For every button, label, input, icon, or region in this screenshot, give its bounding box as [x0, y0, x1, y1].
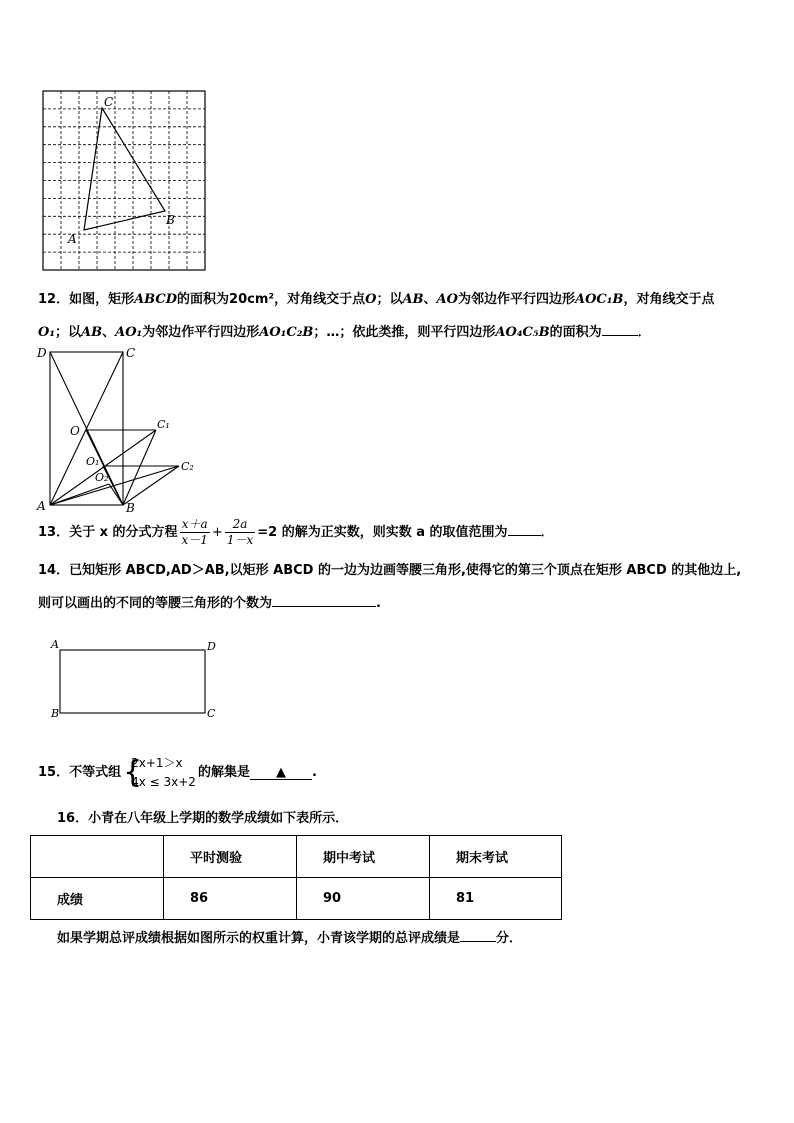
q12-text: 12．如图，矩形	[38, 292, 135, 307]
q12-ab: AB	[81, 325, 103, 340]
table-header-cell	[31, 836, 164, 878]
q12-text: ，对角线交于点	[274, 292, 366, 307]
q12-o: O	[365, 292, 377, 307]
label-D: D	[207, 640, 216, 653]
label-O: O	[70, 424, 80, 438]
label-A: A	[68, 232, 77, 246]
answer-blank[interactable]	[602, 322, 638, 336]
q13-text: 13．关于 x 的分式方程	[38, 525, 178, 540]
label-B: B	[51, 707, 60, 720]
answer-blank[interactable]	[508, 522, 541, 536]
q16-text: 如果学期总评成绩根据如图所示的权重计算，小青该学期的总评成绩是	[57, 931, 461, 946]
q12-ao1c2b: AO₁C₂B	[259, 325, 314, 340]
question-13	[38, 516, 554, 550]
table-header-cell: 期中考试	[297, 836, 430, 878]
inequality-1: 2x+1＞x	[131, 755, 183, 770]
q13-text: =2 的解为正实数，则实数 a 的取值范围为	[257, 525, 508, 540]
q12-text: ，对角线交于点	[623, 292, 715, 307]
q15-text: 15．不等式组	[38, 765, 122, 780]
rectangle-parallelogram-figure	[34, 344, 204, 514]
q13-text: ．	[540, 525, 554, 540]
label-C: C	[104, 95, 114, 109]
triangle-marker-icon: ▲	[275, 765, 286, 780]
table-header-cell: 平时测验	[164, 836, 297, 878]
label-C: C	[207, 707, 216, 720]
q12-ao4c5b: AO₄C₅B	[495, 325, 550, 340]
table-header-cell: 期末考试	[430, 836, 562, 878]
q15-text: 的解集是	[197, 765, 250, 780]
question-15	[38, 753, 317, 793]
q12-abcd: ABCD	[134, 292, 178, 307]
table-cell: 成绩	[31, 878, 164, 920]
q12-text: 、	[423, 292, 437, 307]
fraction-2-denominator: 1－x	[226, 533, 254, 547]
q16-text: 分．	[496, 931, 523, 946]
inequality-2: 4x ≤ 3x+2	[131, 774, 196, 789]
question-14-line-1: 14．已知矩形 ABCD,AD＞AB,以矩形 ABCD 的一边为边画等腰三角形,使得它的第三个顶点在矩形 ABCD 的其他边上,	[38, 563, 742, 578]
fraction-1	[180, 517, 210, 548]
question-16-footer	[57, 928, 522, 948]
q12-ao: AO	[436, 292, 458, 307]
question-12-line-1	[38, 291, 714, 309]
label-B: B	[126, 501, 135, 514]
q12-text: 的面积为	[549, 325, 602, 340]
answer-blank[interactable]	[460, 928, 496, 942]
q12-ao1: AO₁	[115, 325, 143, 340]
label-C: C	[126, 346, 136, 360]
label-C1: C₁	[157, 418, 170, 431]
q12-area: 20cm²	[229, 292, 275, 307]
q15-text: .	[311, 765, 317, 780]
label-B: B	[166, 213, 175, 227]
q13-plus: +	[211, 525, 223, 540]
q12-text: 为邻边作平行四边形	[142, 325, 260, 340]
table-cell: 81	[430, 878, 562, 920]
q12-text: ；以	[376, 292, 403, 307]
q12-text: ；以	[55, 325, 82, 340]
label-O1: O₁	[86, 455, 100, 468]
fraction-2-numerator: 2a	[225, 517, 255, 533]
q12-text: 的面积为	[177, 292, 230, 307]
inequality-system	[123, 754, 196, 792]
scores-table	[30, 835, 562, 920]
q14-text: 则可以画出的不同的等腰三角形的个数为	[38, 596, 273, 611]
label-A: A	[37, 499, 46, 513]
question-12-line-2	[38, 322, 651, 342]
fraction-1-numerator: x＋a	[180, 517, 210, 533]
q12-aoc1b: AOC₁B	[574, 292, 624, 307]
brace-icon: {	[123, 754, 143, 790]
label-A: A	[51, 638, 59, 651]
label-O2: O₂	[95, 471, 109, 484]
table-cell: 90	[297, 878, 430, 920]
table-cell: 86	[164, 878, 297, 920]
answer-blank[interactable]	[250, 766, 312, 780]
q12-text: 为邻边作平行四边形	[457, 292, 575, 307]
fraction-2	[225, 517, 255, 548]
label-D: D	[37, 346, 47, 360]
fraction-1-denominator: x－1	[181, 533, 208, 547]
label-C2: C₂	[181, 460, 194, 473]
rectangle-abcd-figure	[46, 636, 226, 722]
question-16-title: 16．小青在八年级上学期的数学成绩如下表所示．	[57, 811, 349, 826]
q12-ab: AB	[402, 292, 424, 307]
q14-text: .	[376, 596, 381, 611]
q12-text: ．	[637, 325, 651, 340]
table-header-row	[31, 836, 562, 878]
q12-text: 、	[102, 325, 116, 340]
q12-o1: O₁	[38, 325, 56, 340]
question-14-line-2	[38, 593, 381, 613]
grid-triangle-figure	[40, 88, 210, 274]
q12-text: ；…；依此类推，则平行四边形	[313, 325, 496, 340]
answer-blank[interactable]	[272, 593, 376, 607]
table-row	[31, 878, 562, 920]
